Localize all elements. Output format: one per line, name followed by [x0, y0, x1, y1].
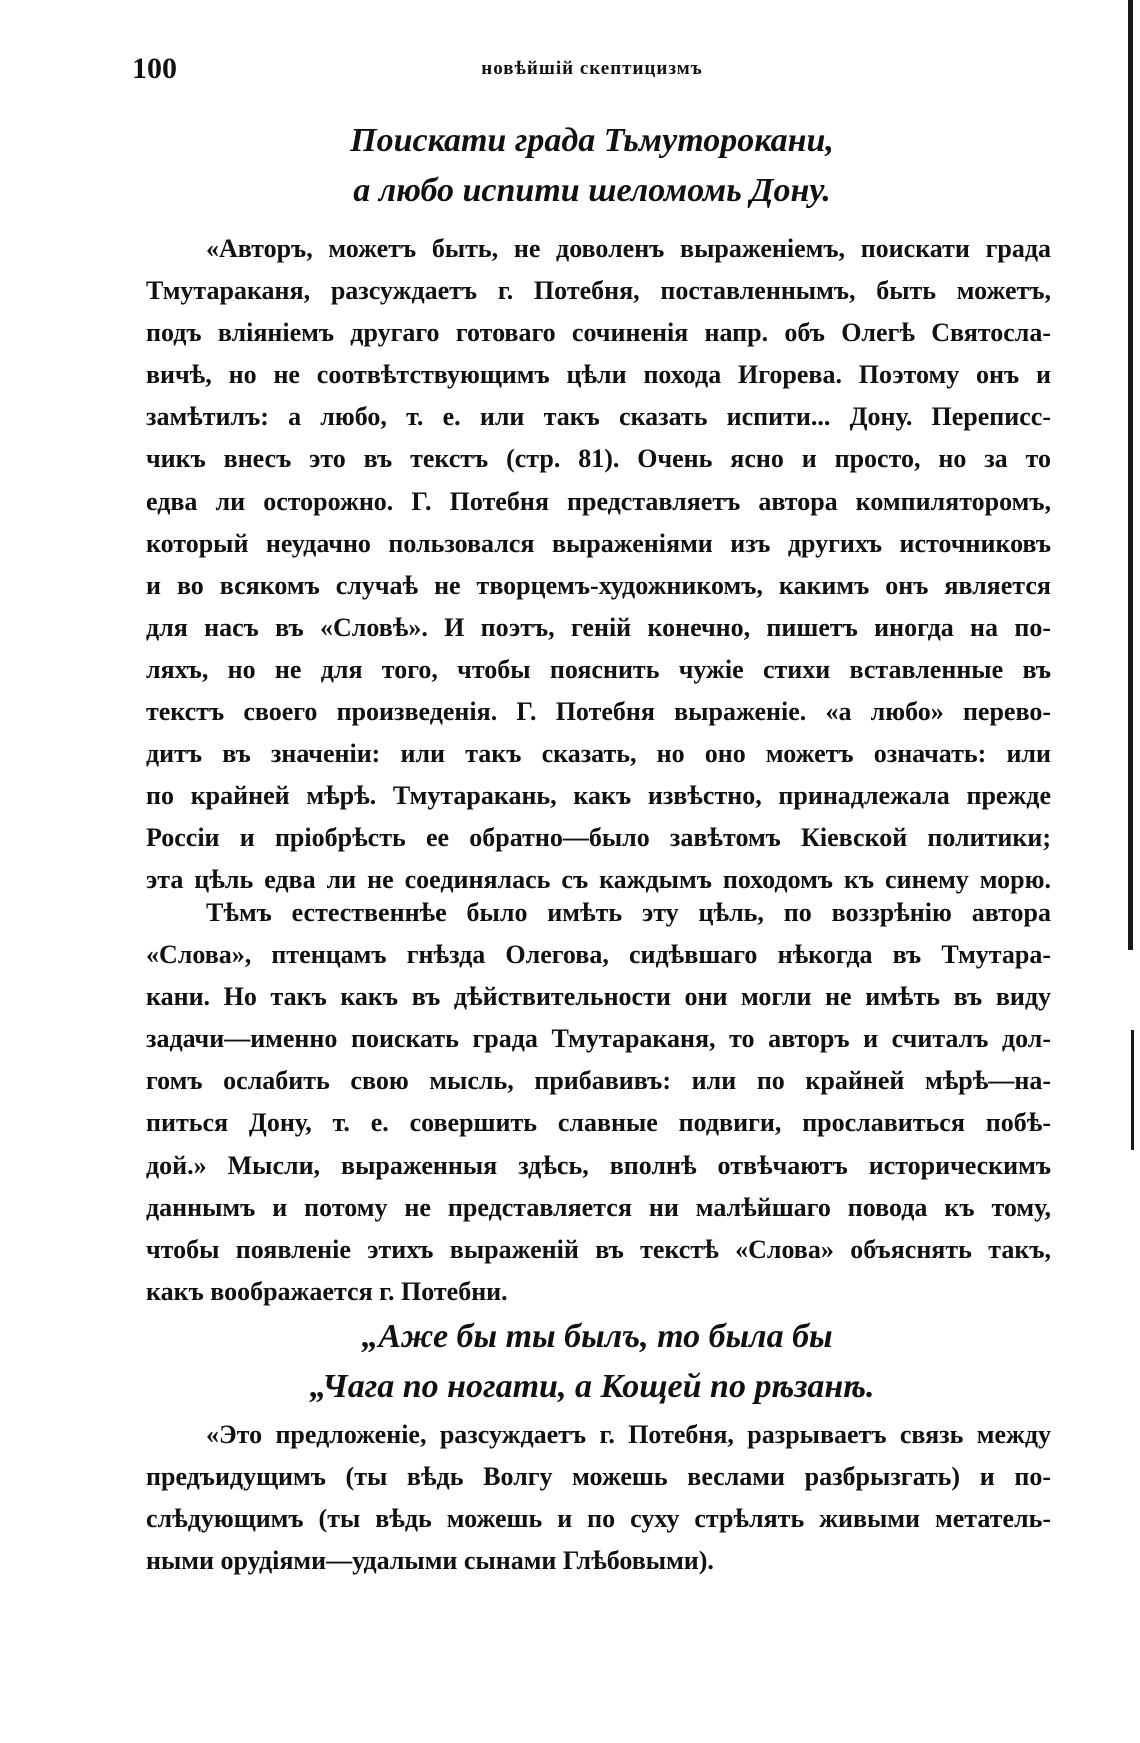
- text-line: текстъ своего произведенія. Г. Потебня выраженіе. «а любо» перево-: [146, 697, 1051, 727]
- text-line: кани. Но такъ какъ въ дѣйствительности они могли не имѣть въ виду: [146, 982, 1051, 1012]
- text-line: ными орудіями—удалыми сынами Глѣбовыми).: [146, 1546, 714, 1576]
- text-line: какъ воображается г. Потебни.: [146, 1276, 508, 1306]
- text-line: Тмутараканя, разсуждаетъ г. Потебня, поставленнымъ, быть можетъ,: [146, 276, 1051, 306]
- paragraph: [146, 1414, 1051, 1582]
- text-line: и во всякомъ случаѣ не творцемъ-художникомъ, какимъ онъ является: [146, 570, 1051, 600]
- epigraph-line: а любо испити шеломомь Дону.: [353, 172, 831, 209]
- text-line: едва ли осторожно. Г. Потебня представляетъ автора компиляторомъ,: [146, 486, 1051, 516]
- running-title: новѣйшій скептицизмъ: [481, 58, 703, 79]
- epigraph-line: „Аже бы ты былъ, то была бы: [361, 1318, 833, 1355]
- page-header: [132, 52, 1052, 92]
- text-line: по крайней мѣрѣ. Тмутаракань, какъ извѣстно, принадлежала прежде: [146, 781, 1051, 811]
- text-line: Россіи и пріобрѣсть ее обратно—было завѣтомъ Кіевской политики;: [146, 823, 1051, 853]
- text-line: который неудачно пользовался выраженіями изъ другихъ источниковъ: [146, 528, 1051, 558]
- epigraph-line: Поискати града Тьмуторокани,: [350, 122, 834, 159]
- text-line: «Слова», птенцамъ гнѣзда Олегова, сидѣвшаго нѣкогда въ Тмутара-: [146, 940, 1051, 970]
- text-line: подъ вліяніемъ другаго готоваго сочиненія напр. объ Олегѣ Святосла-: [146, 318, 1051, 348]
- text-line: дитъ въ значеніи: или такъ сказать, но оно можетъ означать: или: [146, 739, 1051, 769]
- page-edge-line: [1131, 1030, 1134, 1150]
- text-line: предъидущимъ (ты вѣдь Волгу можешь веслами разбрызгать) и по-: [146, 1462, 1051, 1492]
- paragraph: [146, 892, 1051, 1313]
- epigraph-line: „Чага по ногати, а Кощей по рѣзанѣ.: [309, 1368, 875, 1405]
- text-line: «Это предложеніе, разсуждаетъ г. Потебня, разрываетъ связь между: [206, 1420, 1051, 1449]
- page-number: 100: [132, 52, 177, 85]
- text-line: замѣтилъ: а любо, т. е. или такъ сказать испити... Дону. Переписс-: [146, 402, 1051, 432]
- text-line: вичѣ, но не соотвѣтствующимъ цѣли похода Игорева. Поэтому онъ и: [146, 360, 1051, 390]
- text-line: питься Дону, т. е. совершить славные подвиги, прославиться побѣ-: [146, 1108, 1051, 1138]
- text-line: «Авторъ, можетъ быть, не доволенъ выраженіемъ, поискати града: [206, 234, 1051, 263]
- page-edge-line: [1128, 0, 1133, 950]
- text-line: ляхъ, но не для того, чтобы пояснить чужіе стихи вставленные въ: [146, 654, 1051, 684]
- epigraph-quote: [132, 116, 1052, 216]
- paragraph: [146, 228, 1051, 902]
- text-line: эта цѣль едва ли не соединялась съ каждымъ походомъ къ синему морю.: [146, 865, 1051, 895]
- text-line: чикъ внесъ это въ текстъ (стр. 81). Очень ясно и просто, но за то: [146, 444, 1051, 474]
- text-line: для насъ въ «Словѣ». И поэтъ, геній конечно, пишетъ иногда на по-: [146, 612, 1051, 642]
- text-line: дой.» Мысли, выраженныя здѣсь, вполнѣ отвѣчаютъ историческимъ: [146, 1150, 1051, 1180]
- text-line: Тѣмъ естественнѣе было имѣть эту цѣль, по воззрѣнію автора: [206, 898, 1051, 927]
- text-line: чтобы появленіе этихъ выраженій въ текстѣ «Слова» объяснять такъ,: [146, 1234, 1051, 1264]
- epigraph-quote: [132, 1312, 1052, 1412]
- text-line: слѣдующимъ (ты вѣдь можешь и по суху стрѣлять живыми метатель-: [146, 1504, 1051, 1534]
- text-line: задачи—именно поискать града Тмутараканя, то авторъ и считалъ дол-: [146, 1024, 1051, 1054]
- text-line: даннымъ и потому не представляется ни малѣйшаго повода къ тому,: [146, 1192, 1051, 1222]
- text-line: гомъ ослабить свою мысль, прибавивъ: или по крайней мѣрѣ—на-: [146, 1066, 1051, 1096]
